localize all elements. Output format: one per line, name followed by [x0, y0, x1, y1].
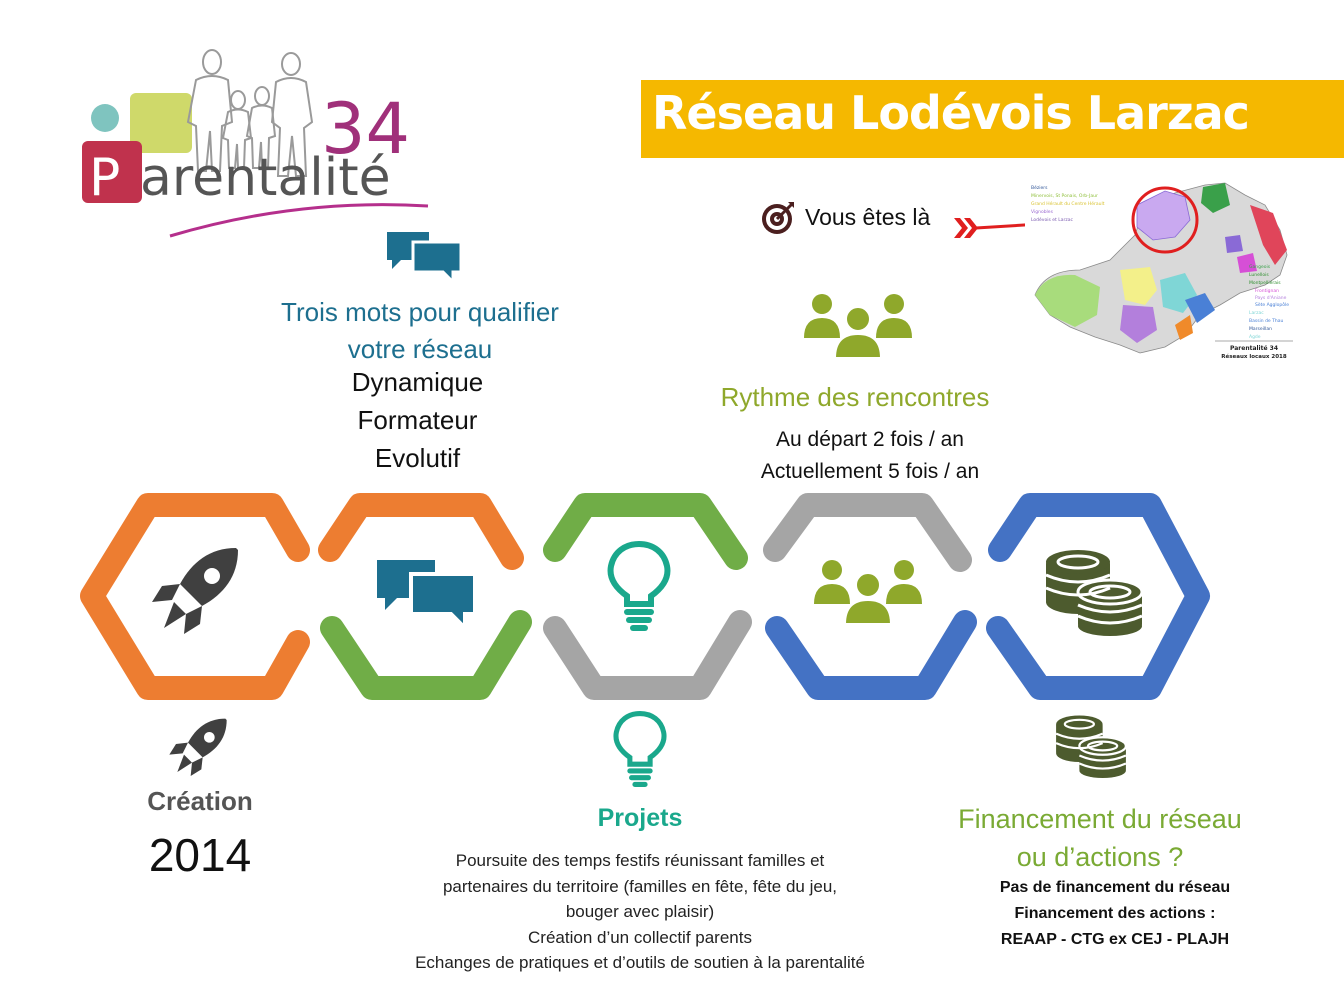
word-item: Dynamique: [351, 367, 484, 397]
you-are-here-label: Vous êtes là: [805, 204, 931, 230]
logo-initial: P: [89, 148, 121, 208]
word-item: Formateur: [357, 405, 478, 435]
bulb-icon: [607, 540, 671, 632]
map-legend-right-4: Pays d'Aniane: [1255, 296, 1287, 301]
meetings-line: Au départ 2 fois / an: [776, 428, 964, 451]
page-title: Réseau Lodévois Larzac: [652, 86, 1249, 140]
map-legend-right-3: Frontignan: [1255, 289, 1279, 294]
map-caption-line1: Parentalité 34: [1230, 345, 1278, 352]
rocket-icon: [150, 544, 246, 640]
projects-line: bouger avec plaisir): [565, 902, 715, 921]
projects-line: partenaires du territoire (familles en fête, fête du jeu,: [442, 876, 838, 896]
map-legend-right-8: Marseillan: [1249, 327, 1272, 332]
hexagon-green-bottom: [332, 622, 520, 688]
hexagon-blue-bottom: [777, 622, 965, 688]
map-legend-top-3: Vignobles: [1031, 210, 1053, 215]
creation-year: 2014: [148, 829, 252, 881]
meetings-line: Actuellement 5 fois / an: [760, 460, 980, 483]
hexagon-gray-top: [775, 505, 960, 560]
map-legend-right-2: Montpelliérais: [1249, 281, 1281, 286]
funding-heading: [930, 800, 1270, 876]
funding-details: [960, 875, 1270, 953]
projects-line: Poursuite des temps festifs réunissant familles et: [455, 851, 825, 870]
logo-word: arentalité: [140, 148, 391, 208]
map-legend-top-4: Lodévois et Larzac: [1031, 218, 1073, 223]
map-legend-right-1: Lunellois: [1249, 273, 1269, 278]
projects-line: Création d’un collectif parents: [528, 927, 752, 947]
map-legend-right-7: Bassin de Thau: [1249, 319, 1284, 324]
map-legend-right-0: Gangeois: [1249, 265, 1271, 270]
coins-icon: [1042, 548, 1146, 636]
people-icon: [812, 558, 924, 626]
meetings-heading: Rythme des rencontres: [720, 382, 990, 412]
logo-number: 34: [321, 88, 411, 170]
chat-icon: [375, 558, 478, 630]
map-legend-right-9: Agde: [1249, 335, 1261, 340]
map-legend-top-1: Minervois, St Ponais, Orb-Jaur: [1031, 194, 1098, 199]
funding-line: Financement des actions :: [1014, 905, 1216, 922]
projects-heading: Projets: [597, 804, 683, 832]
words-heading-line2: votre réseau: [347, 334, 493, 364]
rocket-icon: [168, 716, 232, 780]
hexagon-orange-top: [330, 505, 512, 558]
projects-line: Echanges de pratiques et d’outils de soutien à la parentalité: [415, 953, 865, 972]
map-legend-top-0: Béziers: [1031, 186, 1048, 191]
map-caption-line2: Réseaux locaux 2018: [1221, 354, 1287, 360]
map-legend-right-5: Sète Agglopôle: [1255, 303, 1290, 308]
words-heading-line1: Trois mots pour qualifier: [281, 297, 559, 327]
coins-icon: [1053, 714, 1129, 778]
funding-line: REAAP - CTG ex CEJ - PLAJH: [1000, 931, 1230, 948]
funding-heading-line1: Financement du réseau: [958, 804, 1242, 834]
funding-heading-line2: ou d’actions ?: [1016, 842, 1184, 872]
map-legend-right-6: Larzac: [1249, 311, 1264, 316]
map-legend-top-2: Grand Hérault du Centre Hérault: [1031, 202, 1105, 207]
bulb-icon: [613, 709, 667, 789]
word-item: Evolutif: [374, 443, 461, 473]
projects-details: [400, 848, 880, 976]
creation-label: Création: [147, 786, 253, 816]
funding-line: Pas de financement du réseau: [999, 879, 1231, 896]
